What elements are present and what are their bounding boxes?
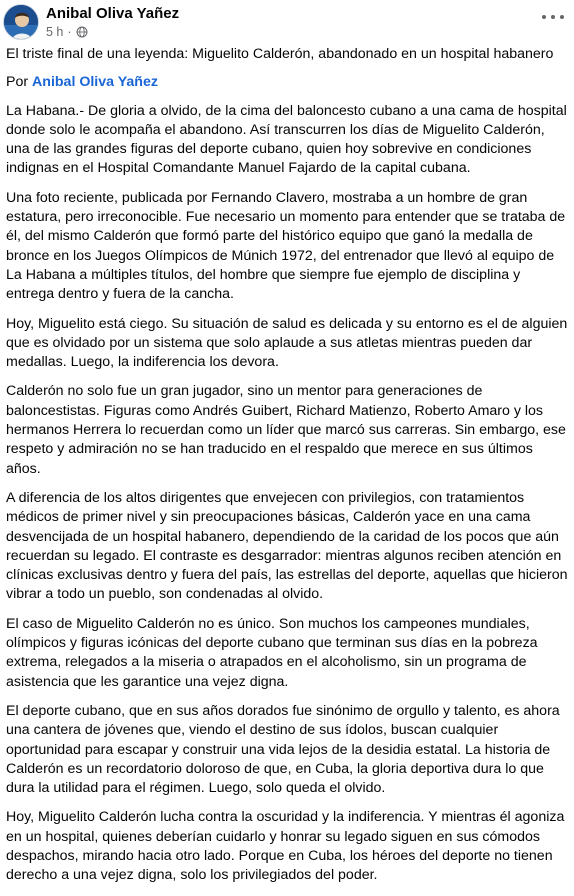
post-meta [46, 25, 88, 39]
article-paragraph: Calderón no solo fue un gran jugador, sino un mentor para generaciones de baloncestistas. Figuras como Andrés Guibert, Richard Matienzo, Roberto Amaro y los hermanos Herrera lo recuerdan como un líder que marcó sus carreras. Sin embargo, ese respeto y admiración no se han traducido en el respaldo que merece en sus últimos años. [6, 383, 566, 477]
article-paragraph: Una foto reciente, publicada por Fernando Clavero, mostraba a un hombre de gran estatura, pero irreconocible. Fue necesario un momento para entender que se trataba de él, del mismo Calderón que formó parte del histórico equipo que ganó la medalla de bronce en los Juegos Olímpicos de Múnich 1972, del entrenador que llevó al equipo de La Habana a múltiples títulos, del hombre que siempre fue ejemplo de disciplina y entrega dentro y fuera de la cancha. [6, 189, 566, 303]
article-byline [6, 73, 568, 92]
article-paragraph: Hoy, Miguelito Calderón lucha contra la oscuridad y la indiferencia. Y mientras él agoniza en un hospital, quienes deberían cuidarlo y honrar su legado siguen en sus cómodos despachos, mirando hacia otro lado. Porque en Cuba, los héroes del deporte no tienen derecho a una vejez digna, solo los privilegiados del poder. [6, 809, 565, 884]
article-paragraph: Hoy, Miguelito está ciego. Su situación de salud es delicada y su entorno es el de alguien que es olvidado por un sistema que solo aplaude a sus atletas mientras pueden dar medallas. Luego, la indiferencia los devora. [6, 315, 568, 371]
byline-prefix: Por [6, 74, 29, 91]
article-paragraph: La Habana.- De gloria a olvido, de la cima del baloncesto cubano a una cama de hospital donde solo le acompaña el abandono. Así transcurren los días de Miguelito Calderón, una de las grandes figuras del deporte cubano, quien hoy sobrevive en condiciones indignas en el Hospital Comandante Manuel Fajardo de la capital cubana. [6, 102, 567, 177]
avatar-image [4, 5, 39, 40]
meta-separator: · [67, 25, 72, 39]
globe-icon[interactable] [76, 26, 88, 38]
more-options-dot [542, 15, 546, 19]
author-avatar[interactable] [3, 4, 39, 40]
article-paragraph: El caso de Miguelito Calderón no es único. Son muchos los campeones mundiales, olímpicos y figuras icónicas del deporte cubano que terminan sus días en la pobreza extrema, relegados a la miseria o atrapados en el alcoholismo, sin un programa de asistencia que les garantice una vejez digna. [6, 615, 538, 690]
article-paragraph: El deporte cubano, que en sus años dorados fue sinónimo de orgullo y talento, es ahora una cantera de jóvenes que, viendo el destino de sus ídolos, buscan cualquier oportunidad para escapar y construir una vida lejos de la desidia estatal. La historia de Calderón es un recordatorio doloroso de que, en Cuba, la gloria deportiva dura lo que dura la utilidad para el régimen. Luego, solo queda el olvido. [6, 702, 560, 797]
article-title: El triste final de una leyenda: Miguelito Calderón, abandonado en un hospital habanero [6, 46, 554, 62]
post-header [0, 0, 574, 44]
post-body [6, 45, 568, 896]
more-options-icon[interactable] [542, 10, 564, 24]
article-paragraph: A diferencia de los altos dirigentes que envejecen con privilegios, con tratamientos médicos de primer nivel y sin preocupaciones básicas, Calderón yace en una cama desvencijada de un hospital habanero, dependiendo de la caridad de los pocos que aún recuerdan su legado. El contraste es desgarrador: mientras algunos reciben atención en clínicas exclusivas dentro y fuera del país, las estrellas del deporte, aquellas que hicieron vibrar a todo un pueblo, son condenadas al olvido. [6, 489, 568, 603]
more-options-dot [560, 15, 564, 19]
post-timestamp[interactable]: 5 h [46, 25, 64, 39]
byline-author-link[interactable]: Anibal Oliva Yañez [32, 74, 158, 91]
more-options-dot [551, 15, 555, 19]
author-name[interactable]: Anibal Oliva Yañez [46, 5, 180, 22]
